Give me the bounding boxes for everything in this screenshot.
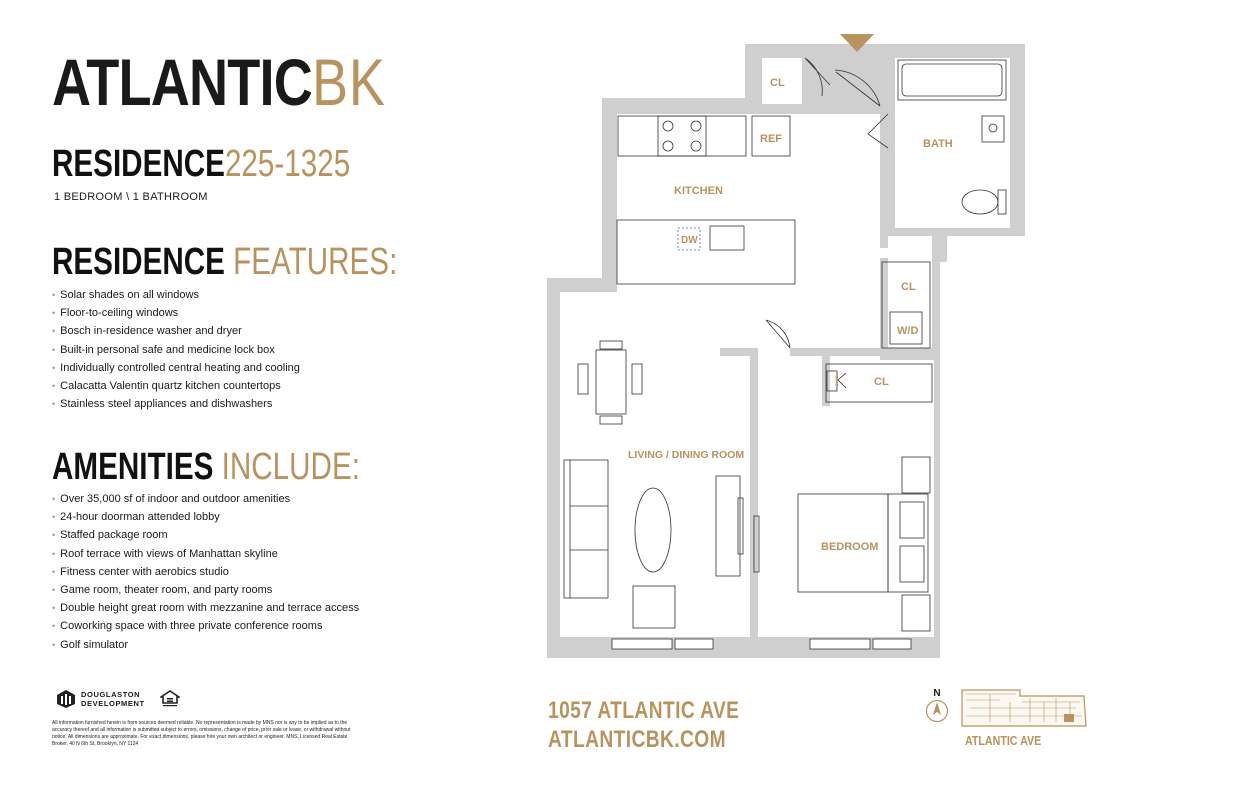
unit-location-marker	[1064, 714, 1074, 722]
floor-plan	[540, 30, 1040, 670]
list-item: • Game room, theater room, and party rooms	[52, 583, 273, 596]
appliance-label-wd: W/D	[897, 325, 919, 337]
features-heading	[52, 240, 397, 284]
amenity-text: Coworking space with three private conference rooms	[60, 620, 323, 633]
room-label-closet-wd: CL	[901, 281, 916, 293]
feature-text: Bosch in-residence washer and dryer	[60, 325, 242, 338]
features-heading-light: FEATURES:	[233, 241, 398, 283]
key-plan	[960, 688, 1090, 732]
features-list	[52, 286, 300, 413]
equal-housing-icon	[160, 690, 180, 708]
feature-text: Individually controlled central heating and cooling	[60, 361, 300, 374]
list-item: • Roof terrace with views of Manhattan skyline	[52, 547, 278, 560]
amenities-list	[52, 490, 359, 654]
list-item: • Built-in personal safe and medicine lock box	[52, 343, 275, 356]
website-link[interactable]: ATLANTICBK.COM	[548, 726, 727, 753]
amenity-text: Golf simulator	[60, 638, 129, 651]
amenity-text: Staffed package room	[60, 529, 168, 542]
appliance-label-dw: DW	[681, 235, 698, 246]
list-item: • Double height great room with mezzanine and terrace access	[52, 602, 360, 615]
amenity-text: 24-hour doorman attended lobby	[60, 511, 220, 524]
list-item: • Stainless steel appliances and dishwashers	[52, 398, 273, 411]
list-item: • Floor-to-ceiling windows	[52, 307, 179, 320]
feature-text: Calacatta Valentin quartz kitchen countertops	[60, 379, 281, 392]
amenities-heading-bold: AMENITIES	[52, 446, 214, 488]
compass	[924, 688, 950, 728]
room-label-living: LIVING / DINING ROOM	[628, 449, 745, 461]
amenity-text: Game room, theater room, and party rooms	[60, 583, 273, 596]
feature-text: Floor-to-ceiling windows	[60, 307, 179, 320]
room-label-bath: BATH	[923, 138, 953, 150]
brand-name-light: BK	[311, 45, 386, 119]
list-item: • Fitness center with aerobics studio	[52, 565, 229, 578]
room-label-ref: REF	[760, 133, 782, 145]
safe-label: SAFE	[834, 375, 839, 386]
room-label-bedroom: BEDROOM	[821, 541, 879, 553]
room-label-closet-bedroom: CL	[874, 376, 889, 388]
keyplan-street-label: ATLANTIC AVE	[965, 733, 1042, 748]
features-heading-bold: RESIDENCE	[52, 241, 225, 283]
amenity-text: Roof terrace with views of Manhattan skyline	[60, 547, 278, 560]
list-item: • Over 35,000 sf of indoor and outdoor amenities	[52, 493, 291, 505]
developer-name-line1: DOUGLASTON	[81, 690, 141, 699]
disclaimer-text: All information furnished herein is from sources deemed reliable. No representation is made by MNS nor is any to be implied as to the accuracy thereof and all information is submitted subject to errors, omissions, change of price, prior sale or lease, or withdrawal without notice. All dimensions are approximate. For exact dimensions, please hire your own architect or engineer. MNS, Licensed Real Estate Broker. 40 N 6th St, Brooklyn, NY 1124	[52, 720, 351, 747]
compass-icon	[925, 699, 949, 723]
amenities-heading-light: INCLUDE:	[221, 446, 360, 488]
building-icon	[56, 689, 76, 709]
room-label-closet-entry: CL	[770, 77, 785, 89]
brand-logo	[52, 44, 386, 120]
compass-north-label: N	[933, 688, 941, 699]
walls	[547, 44, 1025, 658]
developer-logo	[56, 689, 145, 709]
developer-name-line2: DEVELOPMENT	[81, 699, 145, 708]
brand-name-bold: ATLANTIC	[52, 45, 312, 119]
list-item: • Individually controlled central heating and cooling	[52, 361, 300, 374]
residence-title	[52, 142, 350, 186]
list-item: • Golf simulator	[52, 638, 129, 651]
residence-number: 225-1325	[224, 143, 351, 185]
feature-text: Stainless steel appliances and dishwashers	[60, 398, 273, 411]
residence-subtitle: 1 BEDROOM \ 1 BATHROOM	[54, 191, 208, 203]
list-item: • Solar shades on all windows	[52, 289, 199, 301]
amenity-text: Double height great room with mezzanine and terrace access	[60, 602, 360, 615]
room-label-kitchen: KITCHEN	[674, 185, 723, 197]
list-item: • Bosch in-residence washer and dryer	[52, 325, 242, 338]
amenity-text: Fitness center with aerobics studio	[60, 565, 229, 578]
list-item: • Coworking space with three private conference rooms	[52, 620, 323, 633]
list-item: • Calacatta Valentin quartz kitchen countertops	[52, 379, 281, 392]
list-item: • Staffed package room	[52, 529, 168, 542]
street-address: 1057 ATLANTIC AVE	[548, 697, 740, 724]
amenity-text: Over 35,000 sf of indoor and outdoor amenities	[60, 493, 291, 505]
residence-title-bold: RESIDENCE	[52, 143, 225, 185]
feature-text: Built-in personal safe and medicine lock box	[60, 343, 275, 356]
feature-text: Solar shades on all windows	[60, 289, 199, 301]
amenities-heading	[52, 445, 360, 489]
list-item: • 24-hour doorman attended lobby	[52, 511, 220, 524]
